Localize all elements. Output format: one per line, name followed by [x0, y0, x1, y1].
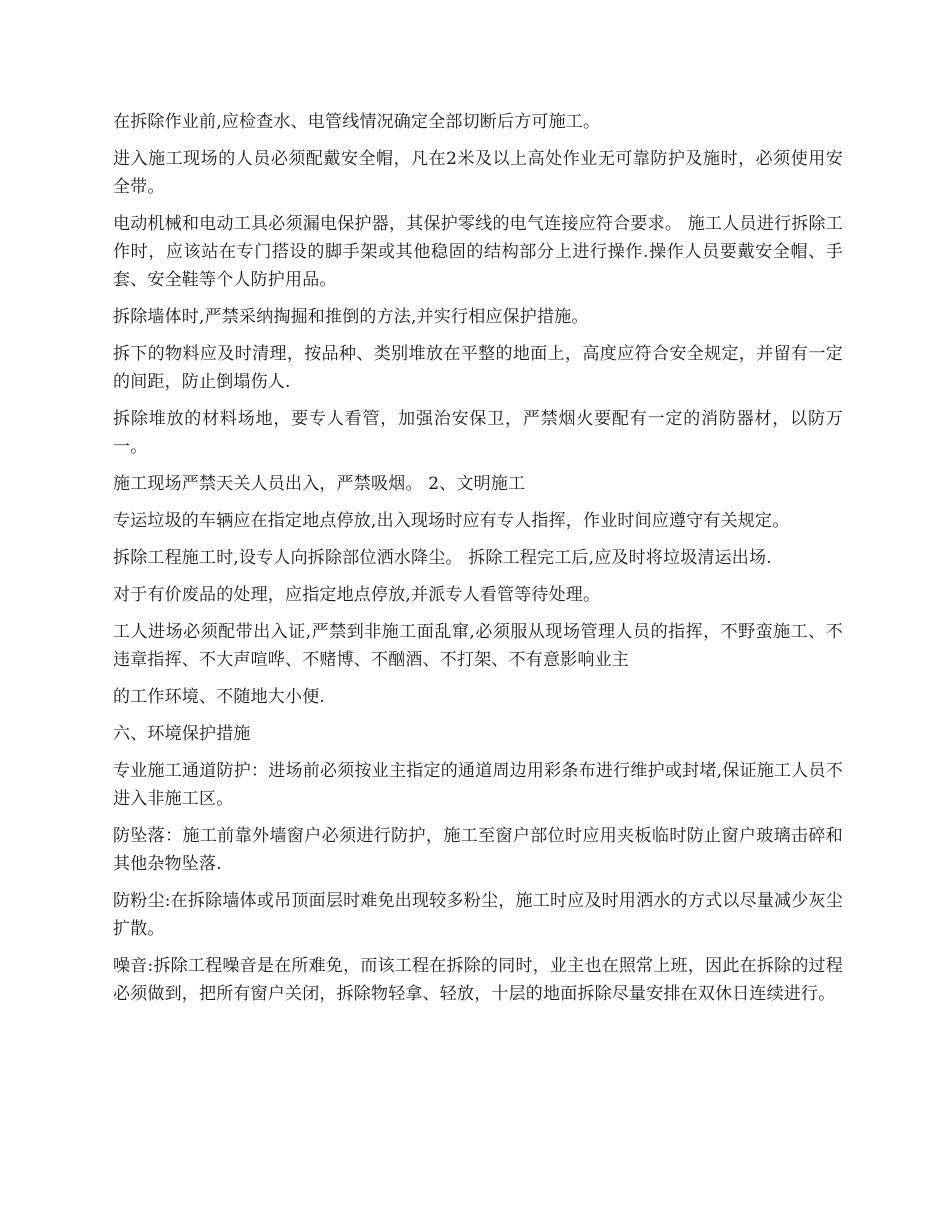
paragraph-wall-demolition: 拆除墙体时,严禁采纳掏掘和推倒的方法,并实行相应保护措施。	[113, 307, 589, 327]
section-heading-environment: 六、环境保护措施	[113, 724, 251, 744]
paragraph-dust-suppression: 拆除工程施工时,设专人向拆除部位洒水降尘。 拆除工程完工后,应及时将垃圾清运出场.	[113, 548, 772, 568]
paragraph-noise-control: 噪音:拆除工程噪音是在所难免，而该工程在拆除的同时，业主也在照常上班，因此在拆除的过程必须做到，把所有窗户关闭，拆除物轻拿、轻放，十层的地面拆除尽量安排在双休日连续进行。	[113, 956, 843, 1004]
paragraph-electrical-protection: 电动机械和电动工具必须漏电保护器，其保护零线的电气连接应符合要求。 施工人员进行拆除工作时，应该站在专门搭设的脚手架或其他稳固的结构部分上进行操作.操作人员要戴安全帽、手套、安全鞋等个人防护用品。	[113, 214, 843, 290]
paragraph-material-stacking: 拆下的物料应及时清理，按品种、类别堆放在平整的地面上，高度应符合安全规定，并留有一定的间距，防止倒塌伤人.	[113, 344, 843, 392]
paragraph-no-smoking: 施工现场严禁天关人员出入，严禁吸烟。 2、文明施工	[113, 474, 526, 494]
paragraph-fall-prevention: 防坠落：施工前靠外墙窗户必须进行防护，施工至窗户部位时应用夹板临时防止窗户玻璃击碎和其他杂物坠落.	[113, 826, 843, 874]
paragraph-pre-demolition-check: 在拆除作业前,应检查水、电管线情况确定全部切断后方可施工。	[113, 112, 601, 132]
paragraph-waste-handling: 对于有价废品的处理，应指定地点停放,并派专人看管等待处理。	[113, 585, 601, 605]
paragraph-garbage-vehicles: 专运垃圾的车辆应在指定地点停放,出入现场时应有专人指挥，作业时间应遵守有关规定。	[113, 511, 790, 531]
paragraph-dust-prevention: 防粉尘:在拆除墙体或吊顶面层时难免出现较多粉尘，施工时应及时用洒水的方式以尽量减少灰尘扩散。	[113, 891, 843, 939]
paragraph-safety-helmet: 进入施工现场的人员必须配戴安全帽，凡在2米及以上高处作业无可靠防护及施时，必须使用安全带。	[113, 149, 843, 197]
paragraph-passage-protection: 专业施工通道防护：进场前必须按业主指定的通道周边用彩条布进行维护或封堵,保证施工人员不进入非施工区。	[113, 761, 843, 809]
paragraph-worker-conduct: 工人进场必须配带出入证,严禁到非施工面乱窜,必须服从现场管理人员的指挥，不野蛮施工、不违章指挥、不大声喧哗、不赌博、不酗酒、不打架、不有意影响业主	[113, 622, 843, 670]
paragraph-site-guarding: 拆除堆放的材料场地，要专人看管，加强治安保卫，严禁烟火要配有一定的消防器材，以防万一。	[113, 409, 843, 457]
document-body	[113, 108, 843, 1017]
paragraph-worker-conduct-continued: 的工作环境、不随地大小便.	[113, 687, 326, 707]
